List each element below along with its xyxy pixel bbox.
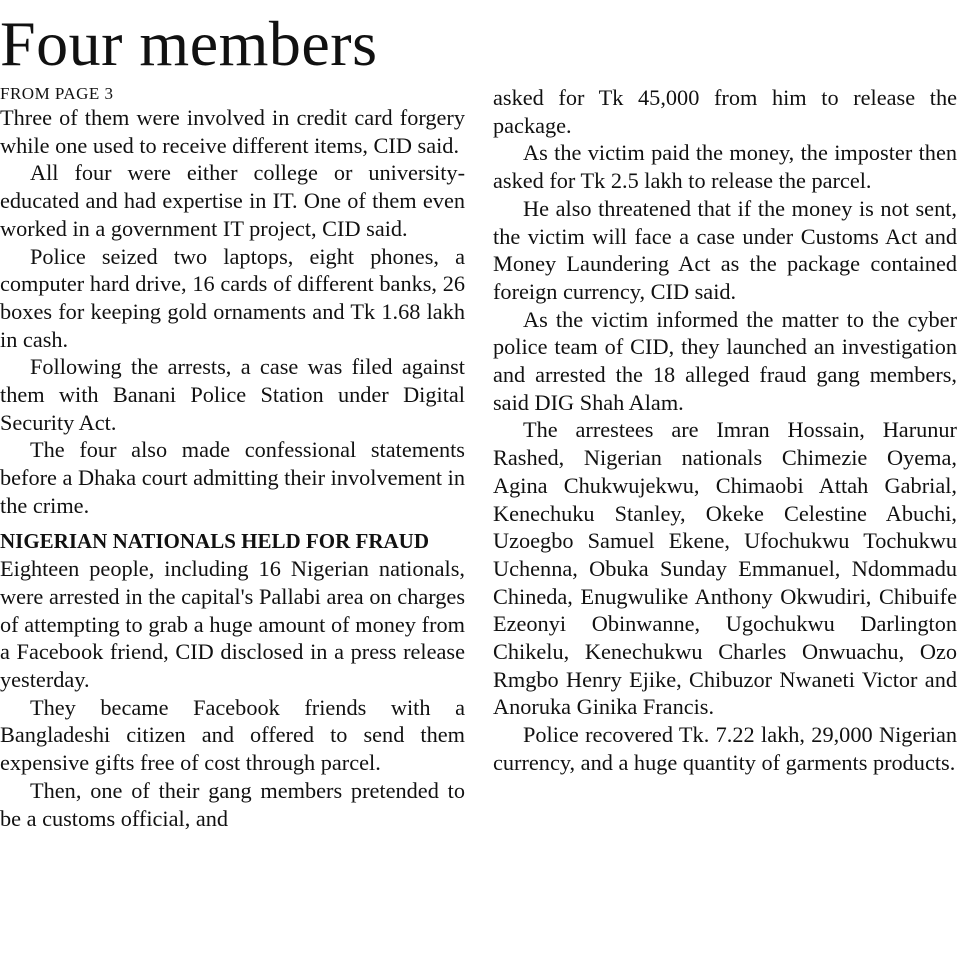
paragraph: The four also made confessional statements before a Dhaka court admitting their involvement in the crime. — [0, 437, 465, 518]
paragraph: As the victim informed the matter to the cyber police team of CID, they launched an investigation and arrested the 18 alleged fraud gang members, said DIG Shah Alam. — [493, 306, 957, 415]
paragraph: The arrestees are Imran Hossain, Harunur Rashed, Nigerian nationals Chimezie Oyema, Agina Chukwujekwu, Chimaobi Attah Gabrial, Kenechuku Stanley, Okeke Celestine Abuchi, Uzoegbo Samuel Ekene, Ufochukwu Tochukwu Uchenna, Obuka Sunday Emmanuel, Ndommadu Chineda, Enugwulike Anthony Okwudiri, Chibuife Ezeonyi Obinwanne, Ugochukwu Darlington Chikelu, Kenechukwu Charles Onwuachu, Ozo Rmgbo Henry Ejike, Chibuzor Nwaneti Victor and Anoruka Ginika Francis. — [493, 417, 957, 720]
right-column — [493, 84, 957, 777]
paragraph: As the victim paid the money, the imposter then asked for Tk 2.5 lakh to release the parcel. — [493, 140, 957, 194]
headline: Four members — [0, 8, 378, 79]
subheading: NIGERIAN NATIONALS HELD FOR FRAUD — [0, 528, 429, 553]
paragraph: All four were either college or university-educated and had expertise in IT. One of them even worked in a government IT project, CID said. — [0, 160, 465, 241]
paragraph: They became Facebook friends with a Bangladeshi citizen and offered to send them expensive gifts free of cost through parcel. — [0, 694, 465, 776]
paragraph: He also threatened that if the money is not sent, the victim will face a case under Customs Act and Money Laundering Act as the package contained foreign currency, CID said. — [493, 195, 957, 304]
paragraph: Then, one of their gang members pretended to be a customs official, and — [0, 777, 465, 831]
paragraph: Police recovered Tk. 7.22 lakh, 29,000 Nigerian currency, and a huge quantity of garments products. — [493, 722, 957, 775]
paragraph: Police seized two laptops, eight phones, a computer hard drive, 16 cards of different banks, 26 boxes for keeping gold ornaments and Tk 1.68 lakh in cash. — [0, 243, 465, 352]
paragraph: Eighteen people, including 16 Nigerian nationals, were arrested in the capital's Pallabi area on charges of attempting to grab a huge amount of money from a Facebook friend, CID disclosed in a press release yesterday. — [0, 556, 465, 693]
left-column — [0, 84, 465, 832]
paragraph: Following the arrests, a case was filed against them with Banani Police Station under Digital Security Act. — [0, 354, 465, 435]
jump-line: FROM PAGE 3 — [0, 84, 114, 103]
paragraph: asked for Tk 45,000 from him to release the package. — [493, 85, 957, 138]
paragraph: Three of them were involved in credit card forgery while one used to receive different items, CID said. — [0, 105, 465, 158]
